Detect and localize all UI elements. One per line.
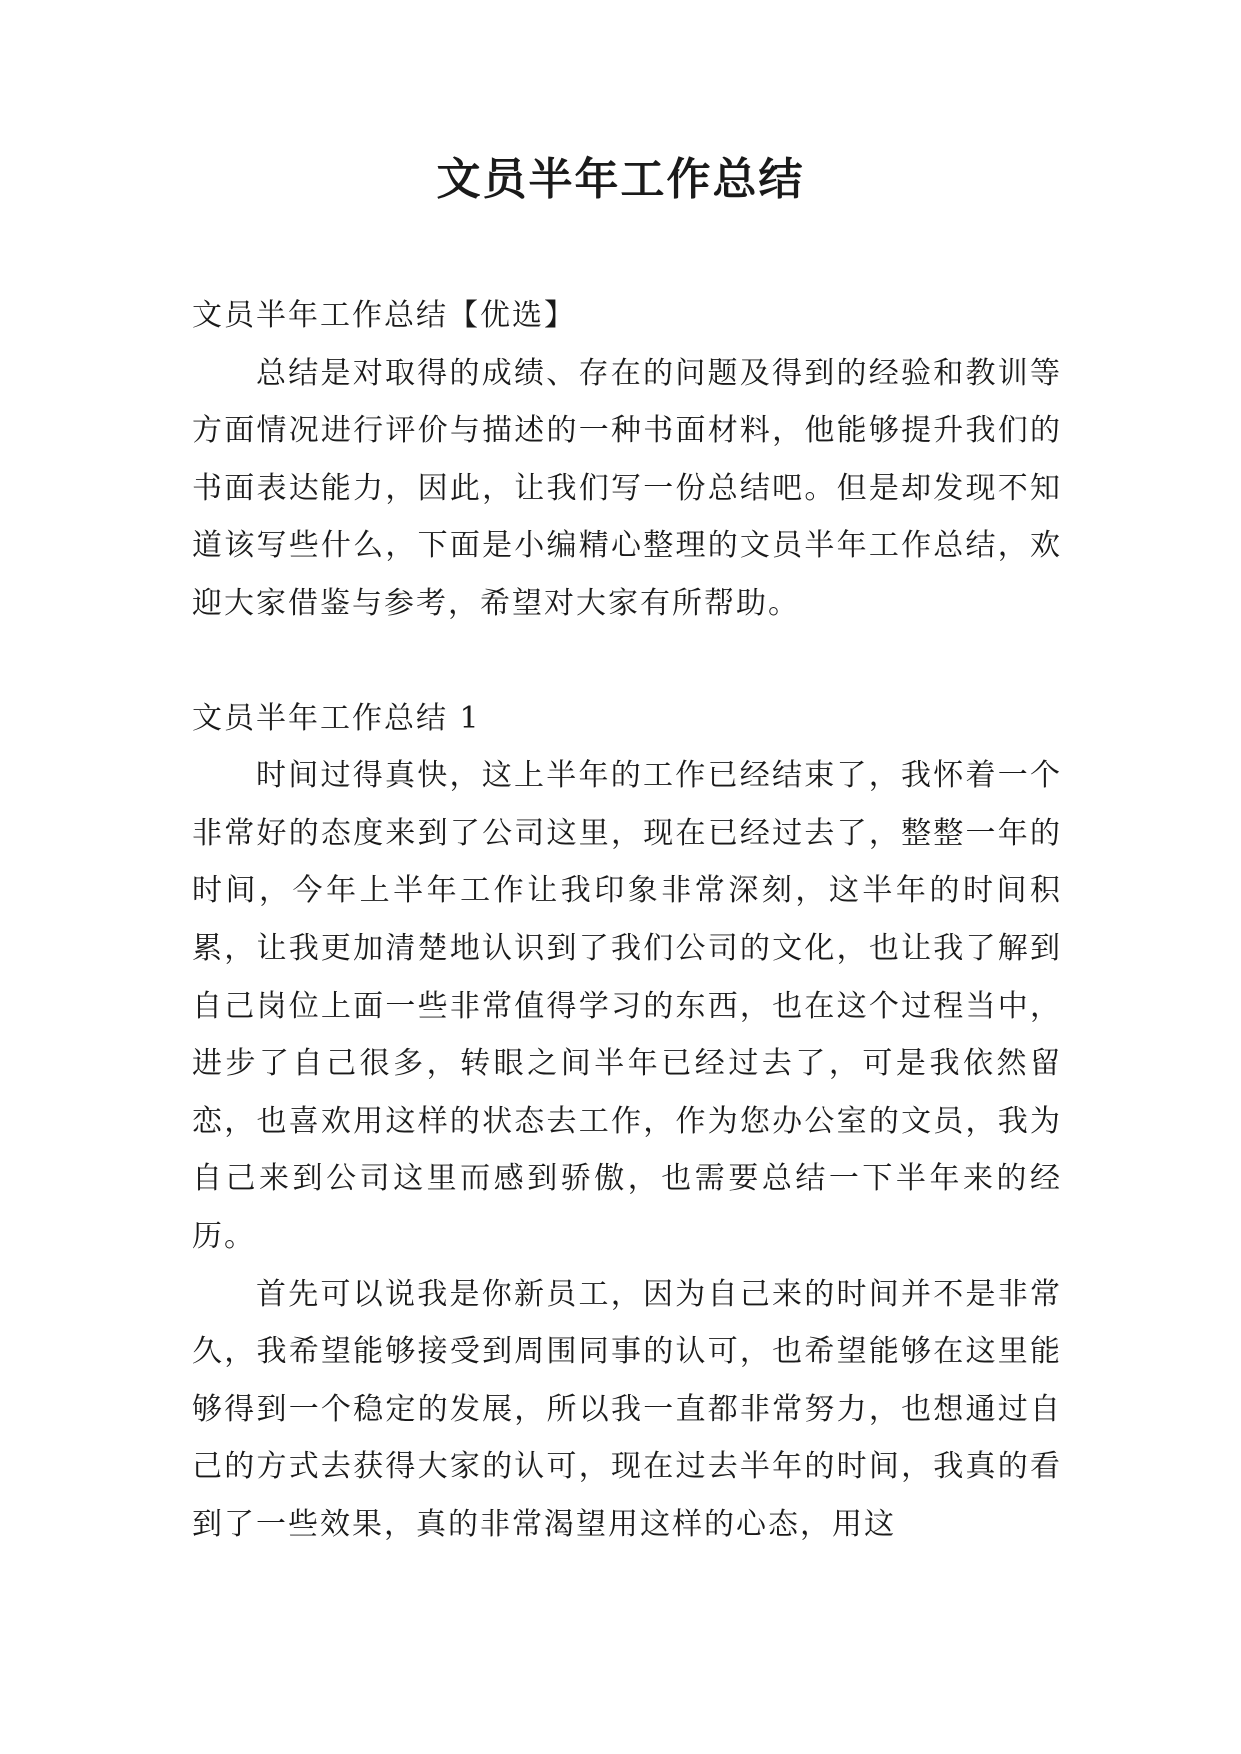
document-body: [192, 287, 1062, 1553]
document-subtitle: 文员半年工作总结【优选】: [192, 298, 576, 333]
section-spacer: [192, 633, 1062, 690]
body-paragraph: 时间过得真快，这上半年的工作已经结束了，我怀着一个非常好的态度来到了公司这里，现在已经过去了，整整一年的时间，今年上半年工作让我印象非常深刻，这半年的时间积累，让我更加清楚地认识到了我们公司的文化，也让我了解到自己岗位上面一些非常值得学习的东西，也在这个过程当中，进步了自己很多，转眼之间半年已经过去了，可是我依然留恋，也喜欢用这样的状态去工作，作为您办公室的文员，我为自己来到公司这里而感到骄傲，也需要总结一下半年来的经历。: [192, 758, 1062, 1254]
section-heading: 文员半年工作总结 1: [192, 700, 481, 736]
intro-paragraph: 总结是对取得的成绩、存在的问题及得到的经验和教训等方面情况进行评价与描述的一种书面材料，他能够提升我们的书面表达能力，因此，让我们写一份总结吧。但是却发现不知道该写些什么，下面是小编精心整理的文员半年工作总结，欢迎大家借鉴与参考，希望对大家有所帮助。: [192, 355, 1062, 621]
body-paragraph: 首先可以说我是你新员工，因为自己来的时间并不是非常久，我希望能够接受到周围同事的认可，也希望能够在这里能够得到一个稳定的发展，所以我一直都非常努力，也想通过自己的方式去获得大家的认可，现在过去半年的时间，我真的看到了一些效果，真的非常渴望用这样的心态，用这: [192, 1276, 1062, 1542]
document-title: 文员半年工作总结: [436, 154, 805, 205]
